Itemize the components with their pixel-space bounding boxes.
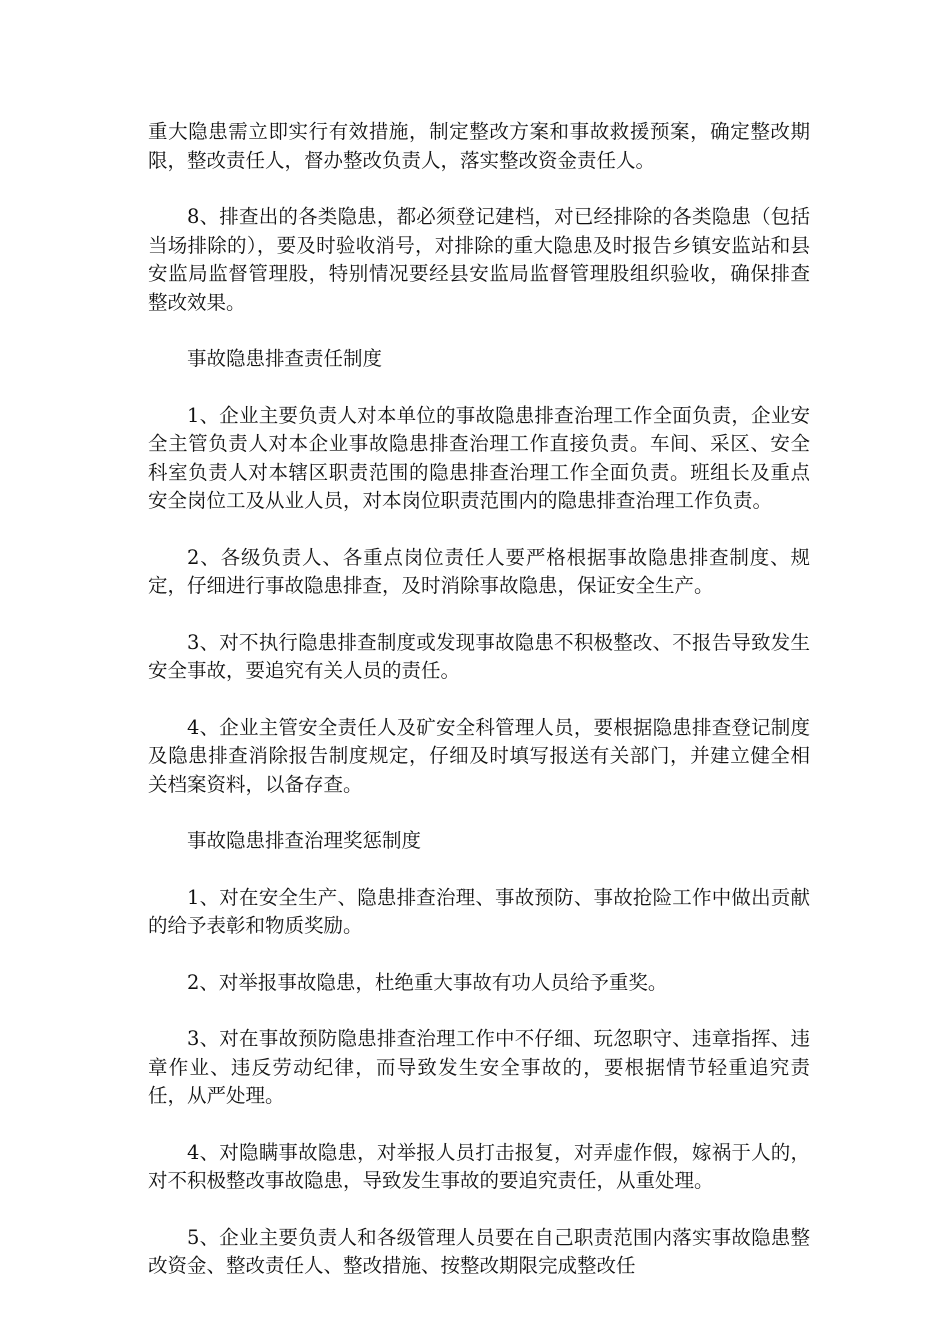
paragraph-continuation: 重大隐患需立即实行有效措施，制定整改方案和事故救援预案，确定整改期限，整改责任人，督办整改负责人，落实整改资金责任人。 (148, 120, 810, 172)
document-body (148, 118, 810, 1309)
paragraph-rewards-1: 1、对在安全生产、隐患排查治理、事故预防、事故抢险工作中做出贡献的给予表彰和物质奖励。 (148, 885, 810, 937)
paragraph-responsibility-4: 4、企业主管安全责任人及矿安全科管理人员，要根据隐患排查登记制度及隐患排查消除报告制度规定，仔细及时填写报送有关部门，并建立健全相关档案资料，以备存查。 (148, 715, 810, 796)
paragraph-responsibility-1: 1、企业主要负责人对本单位的事故隐患排查治理工作全面负责，企业安全主管负责人对本企业事故隐患排查治理工作直接负责。车间、采区、安全科室负责人对本辖区职责范围的隐患排查治理工作全面负责。班组长及重点安全岗位工及从业人员，对本岗位职责范围内的隐患排查治理工作负责。 (148, 403, 810, 512)
section-heading-rewards: 事故隐患排查治理奖惩制度 (187, 829, 422, 852)
paragraph-item-8: 8、排查出的各类隐患，都必须登记建档，对已经排除的各类隐患（包括当场排除的），要及时验收消号，对排除的重大隐患及时报告乡镇安监站和县安监局监督管理股，特别情况要经县安监局监督管理股组织验收，确保排查整改效果。 (148, 205, 810, 314)
paragraph-rewards-5: 5、企业主要负责人和各级管理人员要在自己职责范围内落实事故隐患整改资金、整改责任人、整改措施、按整改期限完成整改任 (148, 1225, 810, 1277)
paragraph-responsibility-3: 3、对不执行隐患排查制度或发现事故隐患不积极整改、不报告导致发生安全事故，要追究有关人员的责任。 (148, 630, 810, 682)
paragraph-rewards-2: 2、对举报事故隐患，杜绝重大事故有功人员给予重奖。 (187, 970, 668, 994)
section-heading-responsibility: 事故隐患排查责任制度 (187, 347, 383, 370)
paragraph-responsibility-2: 2、各级负责人、各重点岗位责任人要严格根据事故隐患排查制度、规定，仔细进行事故隐患排查，及时消除事故隐患，保证安全生产。 (148, 545, 810, 597)
paragraph-rewards-3: 3、对在事故预防隐患排查治理工作中不仔细、玩忽职守、违章指挥、违章作业、违反劳动纪律，而导致发生安全事故的，要根据情节轻重追究责任，从严处理。 (148, 1027, 810, 1107)
paragraph-rewards-4: 4、对隐瞒事故隐患，对举报人员打击报复，对弄虚作假，嫁祸于人的，对不积极整改事故隐患，导致发生事故的要追究责任，从重处理。 (148, 1140, 810, 1192)
